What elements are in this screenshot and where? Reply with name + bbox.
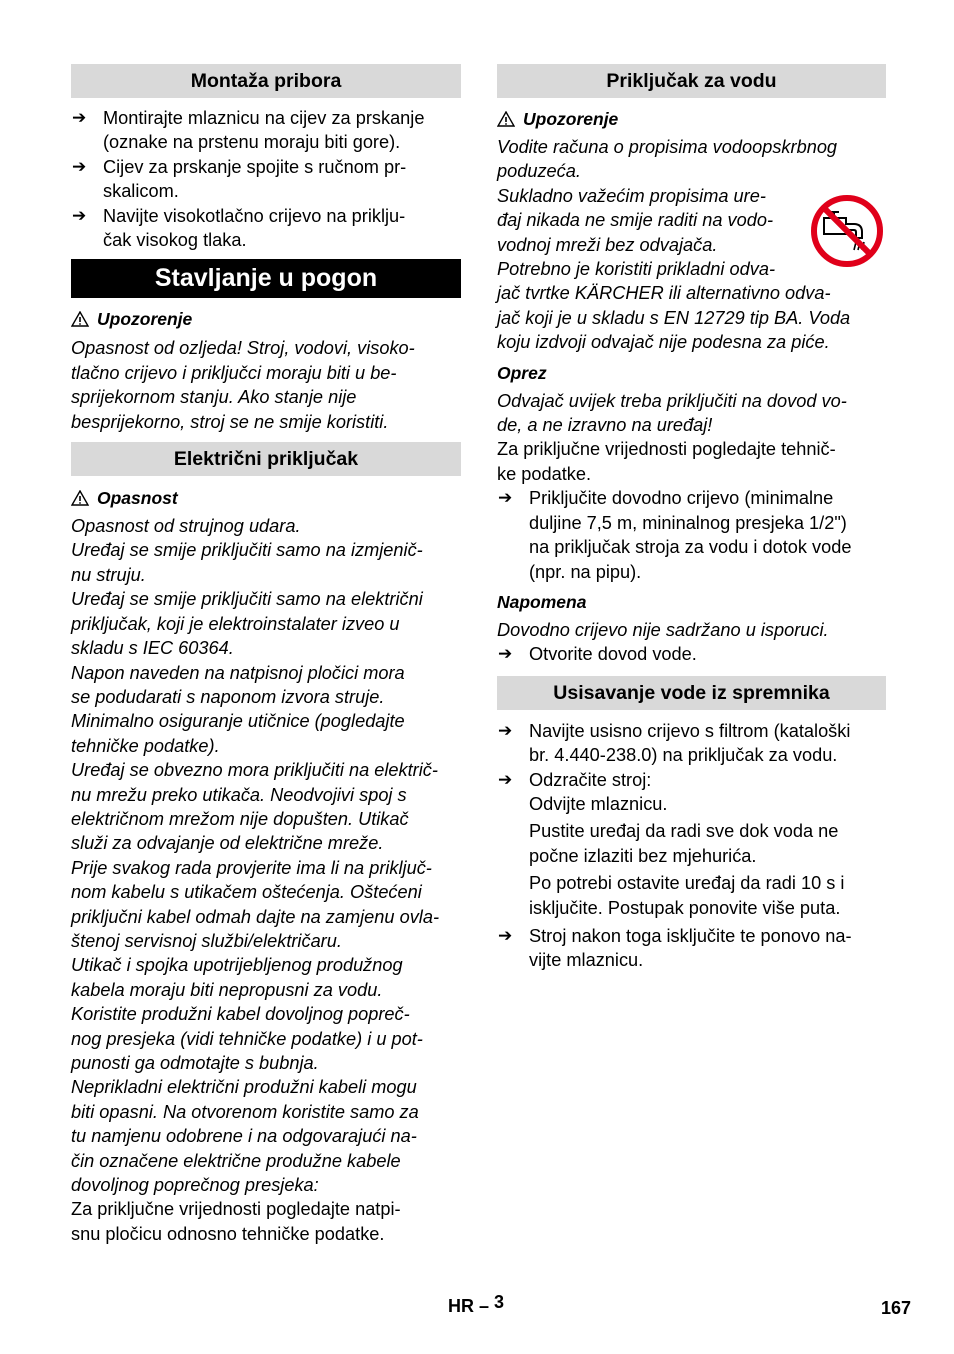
arrow-right-icon: ➔ <box>498 925 513 945</box>
section-heading-elektricni: Električni priključak <box>71 442 461 476</box>
plain-text: Za priključne vrijednosti pogledajte natpi- snu pločicu odnosno tehničke podatke. <box>71 1199 401 1244</box>
danger-label: Opasnost <box>71 485 461 511</box>
section-heading-prikljucak: Priključak za vodu <box>497 64 886 98</box>
section-heading-montaza: Montaža pribora <box>71 64 461 98</box>
arrow-right-icon: ➔ <box>498 488 513 508</box>
list-item: ➔ Otvorite dovod vode. <box>497 642 886 666</box>
right-column <box>497 64 886 973</box>
warning-triangle-icon <box>71 311 89 327</box>
list-item: ➔ Montirajte mlaznicu na cijev za prskanje (oznake na prstenu moraju biti gore). <box>72 108 425 153</box>
list-item: ➔ Cijev za prskanje spojite s ručnom pr- skalicom. <box>72 156 407 202</box>
arrow-right-icon: ➔ <box>72 205 87 225</box>
warning-triangle-icon <box>71 490 89 506</box>
footer-section: HR – 3 <box>448 1292 505 1316</box>
warning-text: Opasnost od ozljeda! Stroj, vodovi, visoko- tlačno crijevo i priključci moraju biti u be- sprijekornom stanju. Ako stanje nije besprijekorno, stroj se ne smije koristiti. <box>71 338 415 432</box>
warning-triangle-icon <box>497 111 515 127</box>
arrow-right-icon: ➔ <box>498 644 513 664</box>
page-number: 167 <box>880 1298 911 1318</box>
sub-step: Pustite uređaj da radi sve dok voda ne počne izlaziti bez mjehurića. <box>529 821 839 866</box>
danger-text: Opasnost od strujnog udara. Uređaj se smije priključiti samo na izmjenič- nu struju. Uređaj se smije priključiti samo na električni priključak, koji je elektroinstalater izveo u skladu s IEC 60364. Napon naveden na natpisnoj pločici mora se podudarati s naponom izvora struje. Minimalno osiguranje utičnice (pogledajte tehničke podatke). Uređaj se obvezno mora priključiti na električ- nu mrežu preko utikača. Neodvojivi spoj s električnom mrežom nije dopušten. Utikač služi za odvajanje od električne mreže. Prije svakog rada provjerite ima li na priključ- nom kabelu s utikačem oštećenja. Oštećeni priključni kabel odmah dajte na zamjenu ovla- štenoj servisnoj službi/električaru. Utikač i spojka upotrijebljenog produžnog kabela moraju biti nepropusni za vodu. Koristite produžni kabel dovoljnog popreč- nog presjeka (vidi tehničke podatke) i u pot- punosti ga odmotajte s bubnja. Neprikladni električni produžni kabeli mogu biti opasni. Na otvorenom koristite samo za tu namjenu odobrene i na odgovarajući na- čin označene električne produžne kabele dovoljnog poprečnog presjeka: <box>71 516 439 1196</box>
plain-text: Za priključne vrijednosti pogledajte tehnič- ke podatke. <box>497 439 836 484</box>
chapter-heading-stavljanje: Stavljanje u pogon <box>71 259 461 298</box>
sub-step: Po potrebi ostavite uređaj da radi 10 s i isključite. Postupak ponovite više puta. <box>529 873 845 918</box>
arrow-right-icon: ➔ <box>498 769 513 789</box>
warning-label: Upozorenje <box>497 106 886 132</box>
list-item: ➔ Odzračite stroj: <box>497 768 886 792</box>
section-heading-usisavanje: Usisavanje vode iz spremnika <box>497 676 886 710</box>
list-item: ➔ Stroj nakon toga isključite te ponovo na- vijte mlaznicu. <box>498 925 852 971</box>
arrow-right-icon: ➔ <box>72 156 87 176</box>
arrow-right-icon: ➔ <box>72 108 87 127</box>
caution-label: Oprez <box>497 362 547 383</box>
no-drinking-water-icon <box>810 194 884 268</box>
note-text: Dovodno crijevo nije sadržano u isporuci. <box>497 619 829 640</box>
list-item: ➔ Navijte usisno crijevo s filtrom (kataloški br. 4.440-238.0) na priključak za vodu. <box>498 720 851 766</box>
warning-label: Upozorenje <box>71 306 461 332</box>
left-column <box>71 64 461 1246</box>
warning-text: Vodite računa o propisima vodoopskrbnog poduzeća. Sukladno važećim propisima ure- đaj nikada ne smije raditi na vodo- vodnoj mreži bez odvajača. Potrebno je koristiti prikladni odva- jač tvrtke KÄRCHER ili alternativno odva- jač koji je u skladu s EN 12729 tip BA. Voda koju izdvoji odvajač nije podesna za piće. <box>497 137 851 353</box>
arrow-right-icon: ➔ <box>498 720 513 740</box>
note-label: Napomena <box>497 591 587 612</box>
sub-step: Odvijte mlaznicu. <box>529 793 668 814</box>
list-item: ➔ Priključite dovodno crijevo (minimalne duljine 7,5 m, mininalnog presjeka 1/2") na priključak stroja za vodu i dotok vode (npr. na pipu). <box>498 488 852 582</box>
list-item: ➔ Navijte visokotlačno crijevo na priklju- čak visokog tlaka. <box>72 205 406 251</box>
caution-text: Odvajač uvijek treba priključiti na dovod vo- de, a ne izravno na uređaj! <box>497 390 847 436</box>
